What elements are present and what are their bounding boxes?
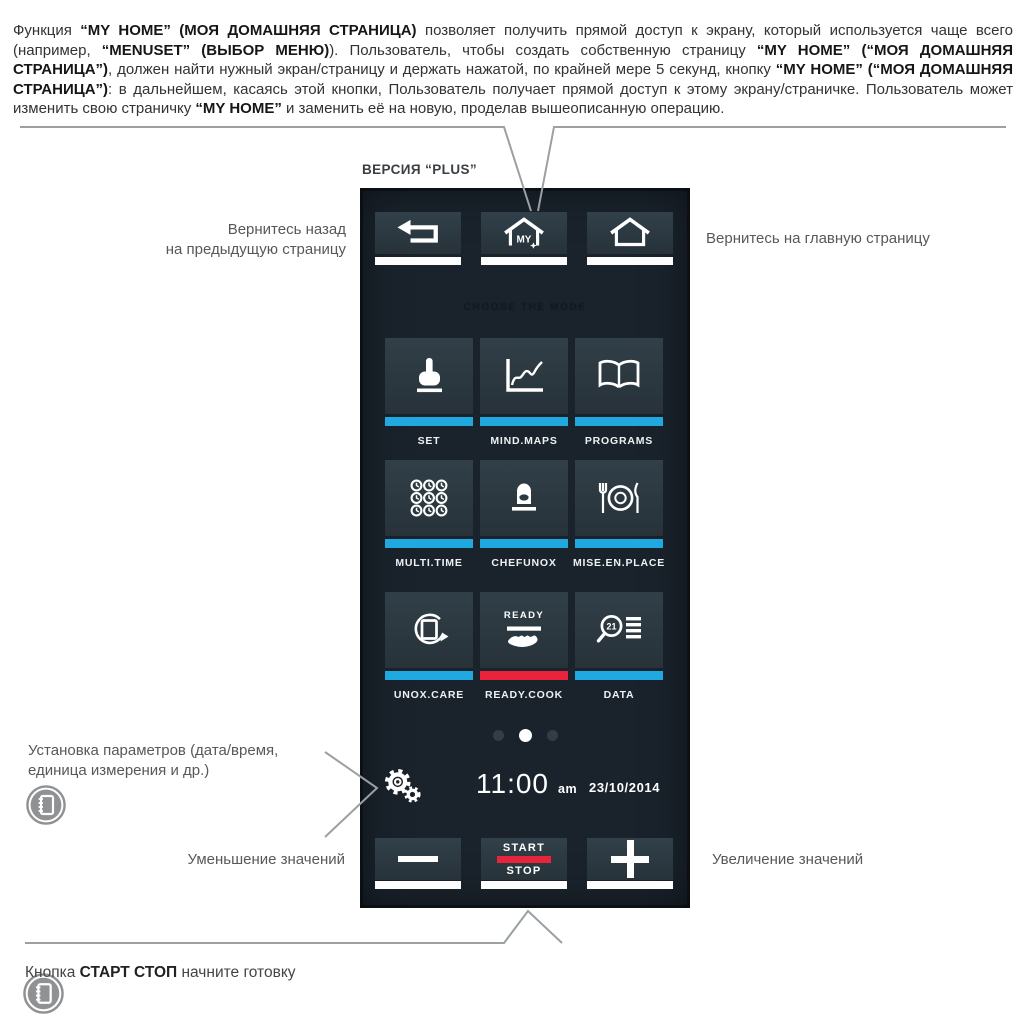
tile-underline-bar bbox=[385, 539, 473, 548]
date-value: 23/10/2014 bbox=[589, 780, 661, 795]
button-underline bbox=[375, 881, 461, 889]
increase-button[interactable] bbox=[587, 838, 673, 880]
notebook-circle-icon bbox=[26, 785, 66, 825]
stop-label: STOP bbox=[506, 864, 542, 877]
back-button[interactable] bbox=[375, 212, 461, 254]
annotation-back bbox=[60, 220, 346, 260]
startstop-note: Кнопка СТАРТ СТОП начните готовку bbox=[25, 963, 296, 981]
home-icon bbox=[607, 216, 653, 250]
time-value: 11:00 bbox=[476, 768, 549, 799]
button-underline bbox=[481, 257, 567, 265]
tile-label: CHEFUNOX bbox=[491, 557, 557, 569]
tile-mise-en-place[interactable] bbox=[572, 460, 666, 569]
version-label: ВЕРСИЯ “PLUS” bbox=[362, 162, 478, 177]
home-button[interactable] bbox=[587, 212, 673, 254]
clock-display bbox=[476, 768, 577, 800]
tile-unox-care[interactable] bbox=[385, 592, 473, 701]
tile-label: MISE.EN.PLACE bbox=[572, 557, 666, 569]
ready-hand-tray-icon bbox=[502, 624, 546, 650]
page-dot-active[interactable] bbox=[519, 729, 532, 742]
tile-data[interactable] bbox=[575, 592, 663, 701]
data-number: 21 bbox=[606, 621, 617, 632]
tile-chefunox[interactable] bbox=[480, 460, 568, 569]
annotation-back-line2: на предыдущую страницу bbox=[165, 241, 346, 258]
care-refresh-icon bbox=[409, 610, 449, 650]
search-data-icon bbox=[596, 613, 642, 647]
tile-label: UNOX.CARE bbox=[393, 689, 465, 701]
annotation-decrease: Уменьшение значений bbox=[187, 851, 345, 868]
tile-underline-bar bbox=[385, 671, 473, 680]
page-dot[interactable] bbox=[493, 730, 504, 741]
my-home-label: MY bbox=[516, 234, 532, 246]
startstop-pointer-line bbox=[25, 911, 562, 943]
tile-underline-bar bbox=[480, 417, 568, 426]
plate-cutlery-icon bbox=[596, 479, 642, 517]
settings-button[interactable] bbox=[382, 766, 424, 809]
tile-underline-bar bbox=[575, 539, 663, 548]
back-arrow-icon bbox=[395, 219, 441, 247]
button-underline bbox=[587, 881, 673, 889]
oven-touchscreen bbox=[360, 188, 690, 908]
button-underline bbox=[587, 257, 673, 265]
start-label: START bbox=[502, 841, 546, 854]
start-stop-red-bar bbox=[497, 856, 551, 863]
intro-paragraph: Функция “MY HOME” (МОЯ ДОМАШНЯЯ СТРАНИЦА) позволяет получить прямой доступ к экрану, который используется чаще всего (например, “MENUSET” (ВЫБОР МЕНЮ)). Пользователь, чтобы создать собственную страницу “MY HOME” (“МОЯ ДОМАШНЯЯ СТРАНИЦА”), должен найти нужный экран/страницу и держать нажатой, по крайней мере 5 секунд, кнопку “MY HOME” (“МОЯ ДОМАШНЯЯ СТРАНИЦА”): в дальнейшем, касаясь этой кнопки, Пользователь получает прямой доступ к этому экрану/страничке. Пользователь может изменить свою страничку “MY HOME” и заменить её на новую, проделав вышеописанную операцию. bbox=[13, 22, 1013, 118]
tile-underline-bar bbox=[385, 417, 473, 426]
ready-word: READY bbox=[503, 610, 545, 621]
open-book-icon bbox=[597, 358, 641, 394]
faint-screen-caption: CHOOSE THE MODE bbox=[463, 302, 587, 313]
page-indicator bbox=[360, 729, 690, 742]
start-stop-button[interactable] bbox=[481, 838, 567, 880]
chef-hat-icon bbox=[504, 479, 544, 517]
tile-label: PROGRAMS bbox=[584, 435, 654, 447]
meridiem: am bbox=[558, 782, 578, 796]
line-chart-icon bbox=[502, 356, 546, 396]
annotation-settings bbox=[28, 741, 278, 781]
plus-icon bbox=[611, 840, 649, 878]
button-underline bbox=[481, 881, 567, 889]
tile-programs[interactable] bbox=[575, 338, 663, 447]
annotation-settings-line2: единица измерения и др.) bbox=[28, 762, 210, 779]
annotation-home: Вернитесь на главную страницу bbox=[706, 230, 930, 247]
button-underline bbox=[375, 257, 461, 265]
my-home-button[interactable] bbox=[481, 212, 567, 254]
annotation-increase: Увеличение значений bbox=[712, 851, 864, 868]
tile-set[interactable] bbox=[385, 338, 473, 447]
tile-underline-bar bbox=[575, 417, 663, 426]
tile-underline-bar bbox=[480, 539, 568, 548]
gear-icon bbox=[382, 766, 424, 804]
tile-label: READY.COOK bbox=[484, 689, 563, 701]
tile-underline-bar bbox=[575, 671, 663, 680]
tile-label: SET bbox=[417, 435, 441, 447]
annotation-settings-line1: Установка параметров (дата/время, bbox=[28, 742, 279, 759]
tile-label: MIND.MAPS bbox=[490, 435, 558, 447]
tile-label: DATA bbox=[603, 689, 635, 701]
multi-clock-grid-icon bbox=[409, 478, 449, 518]
annotation-back-line1: Вернитесь назад bbox=[227, 221, 346, 238]
decrease-button[interactable] bbox=[375, 838, 461, 880]
pointing-hand-icon bbox=[409, 356, 449, 396]
page-dot[interactable] bbox=[547, 730, 558, 741]
tile-label: MULTI.TIME bbox=[395, 557, 463, 569]
tile-multi-time[interactable] bbox=[385, 460, 473, 569]
my-home-icon bbox=[501, 216, 547, 250]
minus-icon bbox=[398, 856, 438, 863]
tile-underline-bar bbox=[480, 671, 568, 680]
tile-mind-maps[interactable] bbox=[480, 338, 568, 447]
tile-ready-cook[interactable] bbox=[480, 592, 568, 701]
